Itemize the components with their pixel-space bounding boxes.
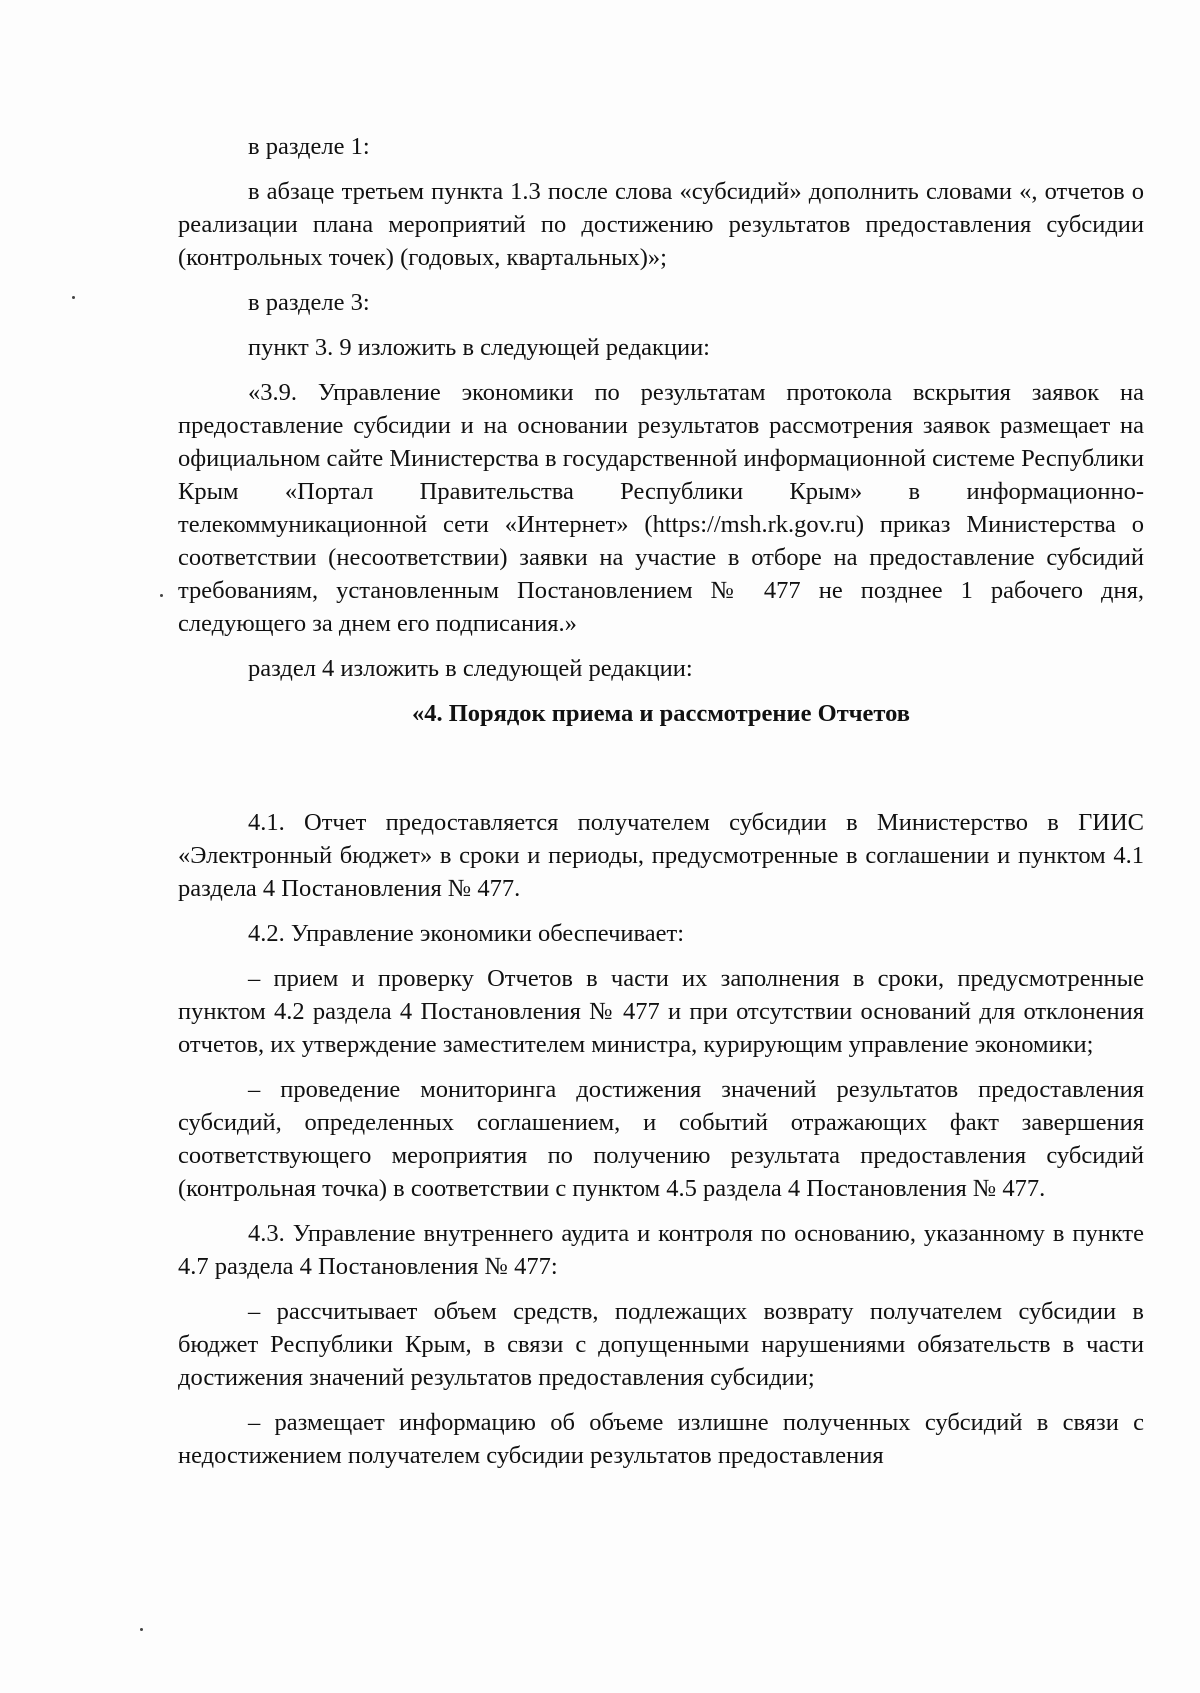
section-4-heading: «4. Порядок приема и рассмотрение Отчетов [411, 700, 911, 727]
paragraph-4-2-item-1: – прием и проверку Отчетов в части их заполнения в сроки, предусмотренные пунктом 4.2 раздела 4 Постановления № 477 и при отсутствии оснований для отклонения отчетов, их утверждение заместителем министра, курирующим управление экономики; [178, 965, 1144, 1058]
paragraph-section-3-ref: в разделе 3: [248, 289, 370, 316]
paragraph-4-1: 4.1. Отчет предоставляется получателем субсидии в Министерство в ГИИС «Электронный бюджет» в сроки и периоды, предусмотренные в соглашении и пунктом 4.1 раздела 4 Постановления № 477. [178, 809, 1144, 902]
document-body [178, 130, 1144, 1484]
paragraph-clause-3-9: «3.9. Управление экономики по результатам протокола вскрытия заявок на предоставление субсидии и на основании результатов рассмотрения заявок размещает на официальном сайте Министерства в государственной информационной системе Республики Крым «Портал Правительства Республики Крым» в информационно-телекоммуникационной сети «Интернет» (https://msh.rk.gov.ru) приказ Министерства о соответствии (несоответствии) заявки на участие в отборе на предоставление субсидий требованиям, установленным Постановлением № 477 не позднее 1 рабочего дня, следующего за днем его подписания.» [178, 379, 1144, 637]
paragraph-section-1-ref: в разделе 1: [248, 133, 370, 160]
paragraph-4-2-item-2: – проведение мониторинга достижения значений результатов предоставления субсидий, определенных соглашением, и событий отражающих факт завершения соответствующего мероприятия по получению результата предоставления субсидий (контрольная точка) в соответствии с пунктом 4.5 раздела 4 Постановления № 477. [178, 1076, 1144, 1202]
paragraph-4-3-item-2: – размещает информацию об объеме излишне полученных субсидий в связи с недостижением получателем субсидии результатов предоставления [178, 1409, 1144, 1469]
paragraph-4-3-item-1: – рассчитывает объем средств, подлежащих возврату получателем субсидии в бюджет Республики Крым, в связи с допущенными нарушениями обязательств в части достижения значений результатов предоставления субсидии; [178, 1298, 1144, 1391]
spacer [178, 742, 1144, 806]
paragraph-clause-3-9-ref: пункт 3. 9 изложить в следующей редакции: [248, 334, 710, 361]
scan-speck [140, 1628, 143, 1631]
scan-speck [72, 296, 75, 299]
paragraph-4-3: 4.3. Управление внутреннего аудита и контроля по основанию, указанному в пункте 4.7 раздела 4 Постановления № 477: [178, 1220, 1144, 1280]
paragraph-amendment-1-3: в абзаце третьем пункта 1.3 после слова «субсидий» дополнить словами «, отчетов о реализации плана мероприятий по достижению результатов предоставления субсидии (контрольных точек) (годовых, квартальных)»; [178, 178, 1144, 271]
paragraph-4-2: 4.2. Управление экономики обеспечивает: [248, 920, 685, 947]
scan-speck [160, 594, 163, 597]
paragraph-section-4-ref: раздел 4 изложить в следующей редакции: [248, 655, 693, 682]
